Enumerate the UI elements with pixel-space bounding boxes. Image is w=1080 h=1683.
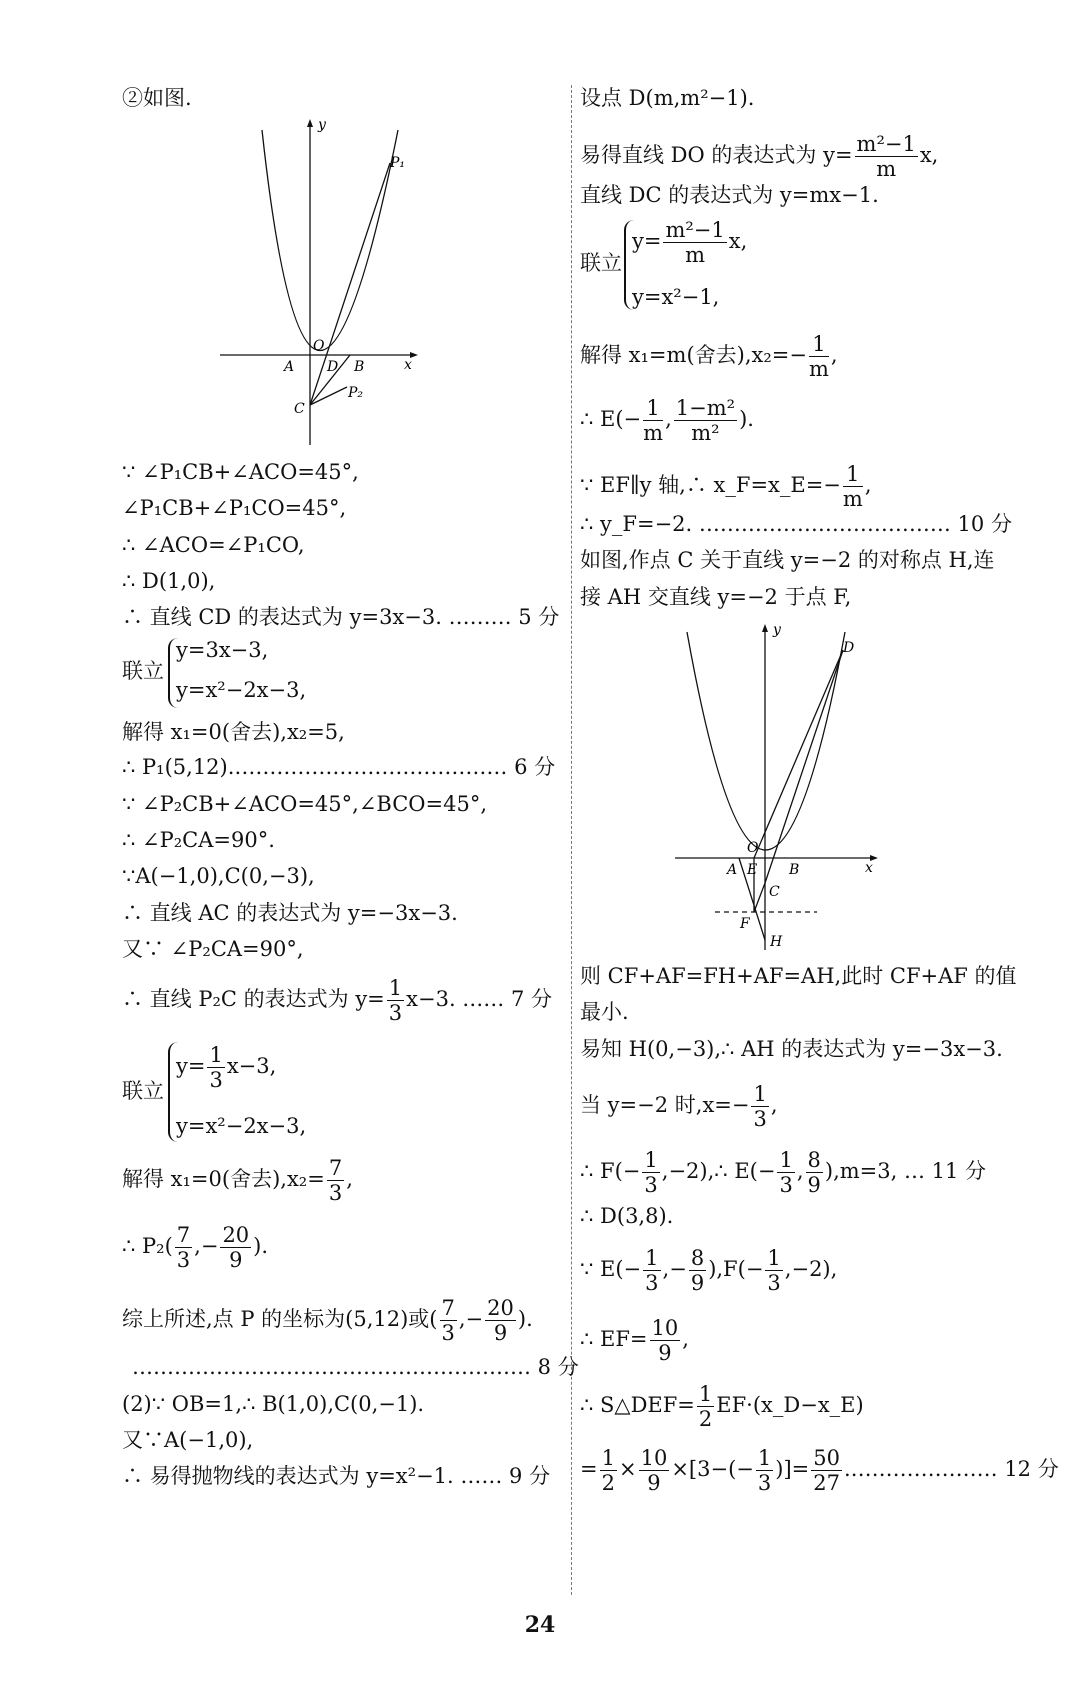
point-label-C: C — [294, 401, 305, 417]
text-line: ∴ E(− $\frac{1}{m}$ , $\frac{\text{1−m²}}{\text{m²}}$ ). — [580, 396, 754, 445]
text-line: ∴ P₁(5,12).………………………………… 6 分 — [122, 755, 556, 779]
text-line: 解得 x₁=0(舍去),x₂= $\frac{7}{3}$ , — [122, 1156, 353, 1205]
axis-label-y: y — [773, 622, 781, 638]
point-label-P1: P₁ — [390, 155, 406, 171]
page-number: 24 — [524, 1612, 556, 1638]
text-line: ∠P₁CB+∠P₁CO=45°, — [122, 496, 347, 520]
text-line: ∴ 直线 CD 的表达式为 y=3x−3. ……… 5 分 — [122, 605, 560, 629]
equation: y= $\frac{\text{m²−1}}{m}$ x, — [632, 218, 748, 267]
text-line: ∴ 易得抛物线的表达式为 y=x²−1. …… 9 分 — [122, 1464, 551, 1488]
equation: y=x²−2x−3, — [176, 678, 307, 702]
text-line: ∴ D(1,0), — [122, 569, 216, 593]
text-line: 又∵A(−1,0), — [122, 1428, 254, 1452]
text-line: ∴ ∠ACO=∠P₁CO, — [122, 533, 305, 557]
text-line: (2)∵ OB=1,∴ B(1,0),C(0,−1). — [122, 1392, 425, 1416]
text-line: ∵ ∠P₁CB+∠ACO=45°, — [122, 460, 359, 484]
text-line: 联立 — [122, 659, 164, 683]
text-line: ∵A(−1,0),C(0,−3), — [122, 864, 315, 888]
text-line: ∴ EF= $\frac{10}{9}$ , — [580, 1316, 689, 1365]
text-line: 最小. — [580, 1000, 629, 1024]
text-line: 综上所述,点 P 的坐标为(5,12)或( $\frac{7}{3}$ ,− $\frac{20}{9}$ ). — [122, 1296, 533, 1345]
figure-parabola-1 — [210, 115, 430, 455]
equation: y=x²−1, — [632, 285, 720, 309]
point-label-C: C — [769, 884, 780, 900]
axis-label-x: x — [865, 860, 873, 876]
text-line: 接 AH 交直线 y=−2 于点 F, — [580, 585, 852, 609]
text-line: ∴ 直线 AC 的表达式为 y=−3x−3. — [122, 901, 458, 925]
point-label-D: D — [327, 359, 339, 375]
point-label-H: H — [770, 934, 783, 950]
axis-label-y: y — [318, 117, 326, 133]
text-line: 易得直线 DO 的表达式为 y= $\frac{\text{m²−1}}{m}$ x, — [580, 132, 939, 181]
text-line: 如图,作点 C 关于直线 y=−2 的对称点 H,连 — [580, 548, 995, 572]
figure-parabola-2 — [665, 620, 885, 960]
point-label-D: D — [843, 640, 855, 656]
point-label-B: B — [789, 862, 800, 878]
text-line: ∴ S△DEF= $\frac{1}{2}$ EF·(x_D−x_E) — [580, 1382, 864, 1431]
point-label-A: A — [727, 862, 738, 878]
text-line: 则 CF+AF=FH+AF=AH,此时 CF+AF 的值 — [580, 964, 1017, 988]
text-line: ②如图. — [122, 86, 192, 110]
text-line: 易知 H(0,−3),∴ AH 的表达式为 y=−3x−3. — [580, 1037, 1003, 1061]
text-line: 联立 — [122, 1079, 164, 1103]
text-line: ∴ 直线 P₂C 的表达式为 y= $\frac{1}{3}$ x−3. …… 7 分 — [122, 976, 553, 1025]
text-line: ∵ ∠P₂CB+∠ACO=45°,∠BCO=45°, — [122, 792, 488, 816]
point-label-P2: P₂ — [348, 385, 364, 401]
text-line: 当 y=−2 时,x=− $\frac{1}{3}$ , — [580, 1082, 778, 1131]
text-line: ∵ E(− $\frac{1}{3}$ ,− $\frac{8}{9}$ ),F(− $\frac{1}{3}$ ,−2), — [580, 1246, 838, 1295]
text-line: 设点 D(m,m²−1). — [580, 86, 755, 110]
text-line: ………………………………………………… 8 分 — [132, 1355, 579, 1379]
text-line: ∴ F(− $\frac{1}{3}$ ,−2),∴ E(− $\frac{1}{3}$ , $\frac{8}{9}$ ),m=3, … 11 分 — [580, 1148, 987, 1197]
point-label-B: B — [354, 359, 365, 375]
point-label-E: E — [747, 862, 758, 878]
text-line: 直线 DC 的表达式为 y=mx−1. — [580, 183, 879, 207]
text-line: ∴ P₂( $\frac{7}{3}$ ,− $\frac{20}{9}$ ). — [122, 1223, 269, 1272]
text-line: ∵ EF∥y 轴,∴ x_F=x_E=− $\frac{1}{m}$ , — [580, 462, 872, 511]
text-line: ∴ ∠P₂CA=90°. — [122, 828, 275, 852]
text-line: ∴ D(3,8). — [580, 1204, 674, 1228]
equation: y=x²−2x−3, — [176, 1114, 307, 1138]
text-line: = $\frac{1}{2}$ × $\frac{10}{9}$ ×[3−(− $\frac{1}{3}$ )]= $\frac{50}{27}$ .………………… 12 分 — [580, 1446, 1059, 1495]
axis-label-x: x — [404, 357, 412, 373]
text-line: 又∵ ∠P₂CA=90°, — [122, 937, 304, 961]
point-label-A: A — [284, 359, 295, 375]
point-label-O: O — [747, 840, 759, 856]
text-line: 解得 x₁=0(舍去),x₂=5, — [122, 720, 345, 744]
text-line: 联立 — [580, 251, 622, 275]
point-label-O: O — [313, 338, 325, 354]
point-label-F: F — [740, 916, 750, 932]
equation: y= $\frac{1}{3}$ x−3, — [176, 1043, 277, 1092]
text-line: ∴ y_F=−2. ……………………………… 10 分 — [580, 512, 1012, 536]
text-line: 解得 x₁=m(舍去),x₂=− $\frac{1}{m}$ , — [580, 332, 838, 381]
equation: y=3x−3, — [176, 638, 269, 662]
